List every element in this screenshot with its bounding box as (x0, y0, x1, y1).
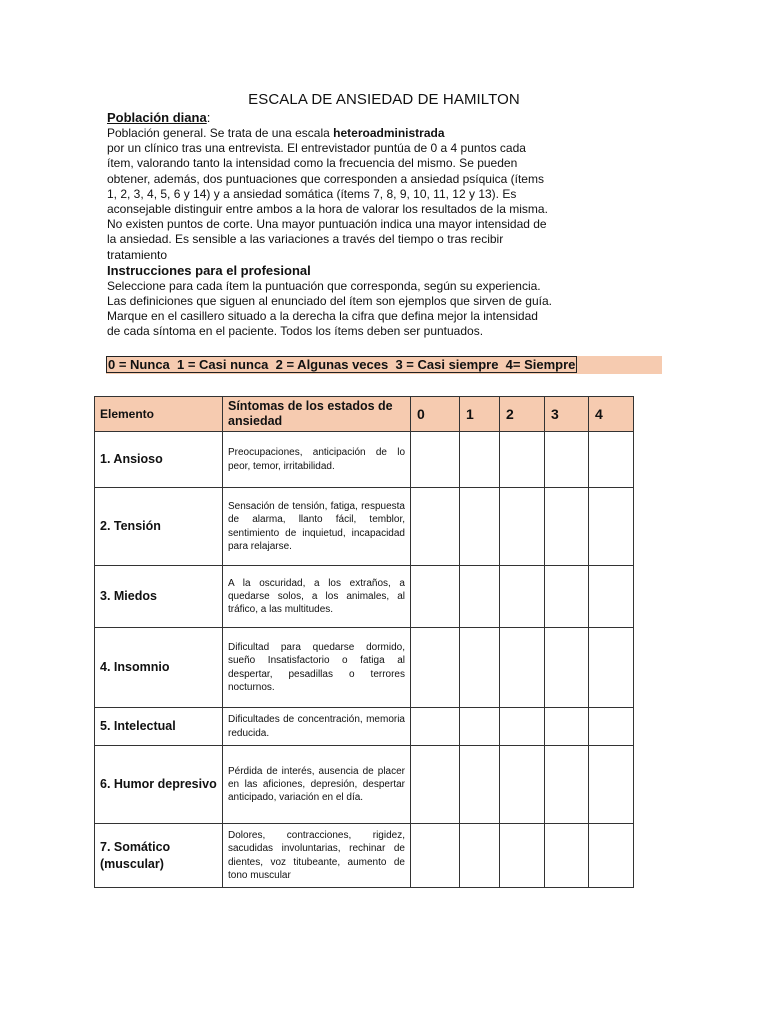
table-row (95, 566, 634, 628)
score-cell-1[interactable] (460, 628, 500, 708)
score-cell-4[interactable] (589, 566, 634, 628)
score-cell-0[interactable] (411, 432, 460, 488)
score-cell-0[interactable] (411, 824, 460, 888)
score-header-1: 1 (460, 397, 500, 432)
score-cell-4[interactable] (589, 746, 634, 824)
item-name: 1. Ansioso (95, 432, 223, 488)
score-cell-2[interactable] (500, 628, 545, 708)
score-cell-1[interactable] (460, 824, 500, 888)
score-cell-1[interactable] (460, 566, 500, 628)
score-cell-3[interactable] (545, 628, 589, 708)
score-cell-2[interactable] (500, 824, 545, 888)
score-cell-1[interactable] (460, 746, 500, 824)
text-line: Marque en el casillero situado a la derecha la cifra que defina mejor la intensidad (107, 309, 538, 324)
table-row (95, 746, 634, 824)
score-cell-0[interactable] (411, 566, 460, 628)
text-line: obtener, además, dos puntuaciones que corresponden a ansiedad psíquica (ítems (107, 171, 544, 186)
score-cell-2[interactable] (500, 746, 545, 824)
table-header-row (95, 397, 634, 432)
score-cell-4[interactable] (589, 628, 634, 708)
item-description: Sensación de tensión, fatiga, respuesta de alarma, llanto fácil, temblor, sentimiento de inquietud, incapacidad para relajarse. (223, 488, 411, 566)
score-cell-0[interactable] (411, 628, 460, 708)
item-name: 6. Humor depresivo (95, 746, 223, 824)
score-cell-1[interactable] (460, 488, 500, 566)
item-description: Dificultades de concentración, memoria reducida. (223, 708, 411, 746)
item-description: Pérdida de interés, ausencia de placer en las aficiones, depresión, despertar anticipado, variación en el día. (223, 746, 411, 824)
score-header-3: 3 (545, 397, 589, 432)
score-cell-4[interactable] (589, 488, 634, 566)
item-name: 5. Intelectual (95, 708, 223, 746)
score-cell-2[interactable] (500, 566, 545, 628)
score-cell-4[interactable] (589, 432, 634, 488)
poblacion-heading: Población diana: (107, 110, 211, 125)
score-cell-1[interactable] (460, 708, 500, 746)
text-line: por un clínico tras una entrevista. El entrevistador puntúa de 0 a 4 puntos cada (107, 141, 526, 156)
table-row (95, 708, 634, 746)
score-header-0: 0 (411, 397, 460, 432)
text-line: tratamiento (107, 247, 168, 262)
item-description: Preocupaciones, anticipación de lo peor, temor, irritabilidad. (223, 432, 411, 488)
text-line: Seleccione para cada ítem la puntuación que corresponda, según su experiencia. (107, 278, 541, 293)
item-description: Dificultad para quedarse dormido, sueño Insatisfactorio o fatiga al despertar, pesadillas o terrores nocturnos. (223, 628, 411, 708)
item-name: 4. Insomnio (95, 628, 223, 708)
item-description: Dolores, contracciones, rigidez, sacudidas involuntarias, rechinar de dientes, voz titubeante, aumento de tono muscular (223, 824, 411, 888)
text-line: de cada síntoma en el paciente. Todos los ítems deben ser puntuados. (107, 324, 484, 339)
scale-legend-text: 0 = Nunca 1 = Casi nunca 2 = Algunas veces 3 = Casi siempre 4= Siempre (108, 357, 576, 372)
poblacion-text (107, 141, 577, 263)
score-cell-2[interactable] (500, 488, 545, 566)
instrucciones-heading: Instrucciones para el profesional (107, 262, 311, 278)
score-cell-3[interactable] (545, 488, 589, 566)
text-line: aconsejable distinguir entre ambos a la hora de valorar los resultados de la misma. (107, 202, 548, 217)
score-cell-4[interactable] (589, 708, 634, 746)
score-cell-3[interactable] (545, 824, 589, 888)
table-row (95, 824, 634, 888)
score-cell-3[interactable] (545, 746, 589, 824)
col-element-header: Elemento (95, 397, 223, 432)
text-line: ítem, valorando tanto la intensidad como la frecuencia del mismo. Se pueden (107, 156, 518, 171)
item-name: 7. Somático (muscular) (95, 824, 223, 888)
col-symptoms-header: Síntomas de los estados de ansiedad (223, 397, 411, 432)
item-name: 3. Miedos (95, 566, 223, 628)
instrucciones-text (107, 279, 577, 340)
score-cell-3[interactable] (545, 566, 589, 628)
table-row (95, 432, 634, 488)
score-cell-3[interactable] (545, 708, 589, 746)
text-line: No existen puntos de corte. Una mayor puntuación indica una mayor intensidad de (107, 217, 547, 232)
score-cell-0[interactable] (411, 488, 460, 566)
intro-section (107, 110, 577, 340)
score-cell-0[interactable] (411, 746, 460, 824)
score-cell-3[interactable] (545, 432, 589, 488)
score-cell-0[interactable] (411, 708, 460, 746)
score-header-2: 2 (500, 397, 545, 432)
score-cell-1[interactable] (460, 432, 500, 488)
score-cell-2[interactable] (500, 708, 545, 746)
item-description: A la oscuridad, a los extraños, a quedarse solos, a los animales, al tráfico, a las multitudes. (223, 566, 411, 628)
text-line: la ansiedad. Es sensible a las variaciones a través del tiempo o tras recibir (107, 232, 504, 247)
table-row (95, 488, 634, 566)
item-name: 2. Tensión (95, 488, 223, 566)
score-cell-2[interactable] (500, 432, 545, 488)
score-cell-4[interactable] (589, 824, 634, 888)
poblacion-line-1: Población general. Se trata de una escala heteroadministrada (107, 126, 445, 140)
text-line: Las definiciones que siguen al enunciado del ítem son ejemplos que sirven de guía. (107, 294, 552, 309)
document-title: ESCALA DE ANSIEDAD DE HAMILTON (248, 91, 520, 108)
text-line: 1, 2, 3, 4, 5, 6 y 14) y a ansiedad somática (ítems 7, 8, 9, 10, 11, 12 y 13). Es (107, 186, 517, 201)
hamilton-table (94, 396, 634, 888)
table-row (95, 628, 634, 708)
scale-legend (106, 356, 662, 374)
score-header-4: 4 (589, 397, 634, 432)
